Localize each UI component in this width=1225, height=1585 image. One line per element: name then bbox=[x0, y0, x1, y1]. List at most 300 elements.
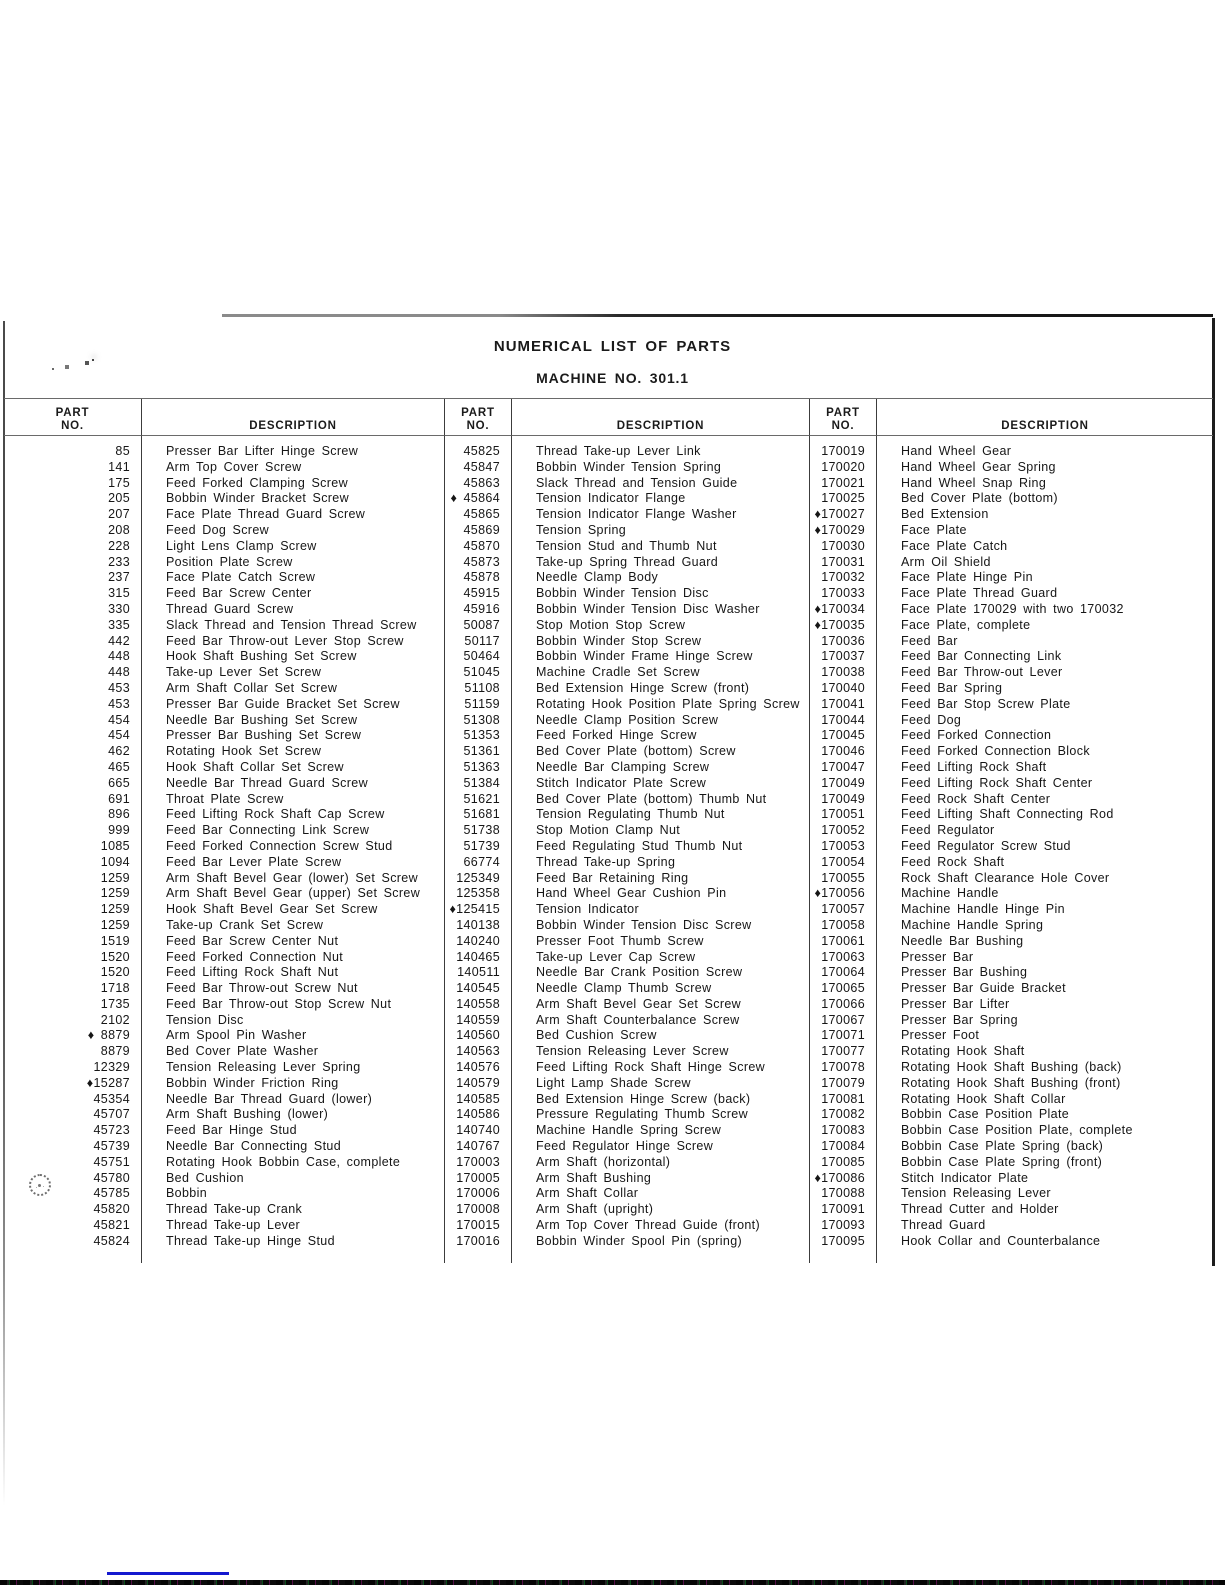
description-cell: Tension Releasing Lever bbox=[901, 1186, 1051, 1201]
description-cell: Arm Shaft Collar bbox=[512, 1186, 810, 1202]
description-cell: Face Plate 170029 with two 170032 bbox=[901, 601, 1124, 616]
description-cell: Feed Regulating Stud Thumb Nut bbox=[512, 839, 810, 855]
part-no-cell: 170077 bbox=[810, 1044, 877, 1060]
description-cell: Feed Bar Stop Screw Plate bbox=[901, 696, 1071, 711]
description-cell: Slack Thread and Tension Thread Screw bbox=[142, 618, 445, 634]
description-cell: Position Plate Screw bbox=[142, 555, 445, 571]
description-cell: Take-up Crank Set Screw bbox=[142, 918, 445, 934]
description-cell: Arm Shaft Bushing bbox=[512, 1171, 810, 1187]
part-no-cell: 170016 bbox=[445, 1234, 512, 1250]
table-row bbox=[4, 539, 1213, 555]
description-cell bbox=[142, 1250, 445, 1263]
part-no-header-line1: PART bbox=[55, 407, 90, 419]
part-no-cell: 1718 bbox=[4, 981, 142, 997]
table-row bbox=[4, 981, 1213, 997]
part-no-cell: 170005 bbox=[445, 1171, 512, 1187]
part-no-cell: 170053 bbox=[810, 839, 877, 855]
description-cell: Feed Bar Connecting Link bbox=[901, 649, 1062, 664]
description-header-label: DESCRIPTION bbox=[249, 419, 337, 432]
part-no-cell: 170037 bbox=[810, 649, 877, 665]
description-cell: Take-up Spring Thread Guard bbox=[512, 555, 810, 571]
part-no-cell: 51159 bbox=[445, 697, 512, 713]
part-no-cell: 462 bbox=[4, 744, 142, 760]
description-cell: Bobbin Winder Tension Disc Washer bbox=[512, 602, 810, 618]
part-no-cell: 140576 bbox=[445, 1060, 512, 1076]
description-cell: Feed Forked Connection Screw Stud bbox=[142, 839, 445, 855]
table-row bbox=[4, 997, 1213, 1013]
part-no-cell: 208 bbox=[4, 523, 142, 539]
part-no-cell: 453 bbox=[4, 681, 142, 697]
part-no-cell: ♦170056 bbox=[810, 886, 877, 902]
table-row bbox=[4, 728, 1213, 744]
part-no-cell: 175 bbox=[4, 476, 142, 492]
part-no-cell: 51045 bbox=[445, 665, 512, 681]
part-no-cell: 233 bbox=[4, 555, 142, 571]
description-cell: Arm Shaft Counterbalance Screw bbox=[512, 1013, 810, 1029]
description-cell: Feed Bar bbox=[901, 633, 958, 648]
part-no-cell: 45739 bbox=[4, 1139, 142, 1155]
description-cell: Bed Cushion bbox=[142, 1171, 445, 1187]
table-row bbox=[4, 1076, 1213, 1092]
description-cell: Feed Dog Screw bbox=[142, 523, 445, 539]
table-row bbox=[4, 965, 1213, 981]
description-cell: Needle Bar Thread Guard (lower) bbox=[142, 1092, 445, 1108]
part-no-header-line2: NO. bbox=[466, 419, 490, 432]
description-cell: Feed Lifting Rock Shaft Center bbox=[901, 775, 1093, 790]
part-no-cell: 170032 bbox=[810, 570, 877, 586]
description-cell: Feed Bar Spring bbox=[901, 680, 1003, 695]
description-cell: Hand Wheel Gear bbox=[901, 444, 1012, 458]
table-row bbox=[4, 776, 1213, 792]
part-no-cell: 140240 bbox=[445, 934, 512, 950]
part-no-cell: 140585 bbox=[445, 1092, 512, 1108]
description-cell: Thread Guard bbox=[901, 1218, 986, 1233]
table-row bbox=[4, 507, 1213, 523]
part-no-cell: 51681 bbox=[445, 807, 512, 823]
description-cell: Feed Bar Connecting Link Screw bbox=[142, 823, 445, 839]
description-cell: Presser Bar Guide Bracket Set Screw bbox=[142, 697, 445, 713]
table-row bbox=[4, 823, 1213, 839]
part-no-cell: 454 bbox=[4, 713, 142, 729]
description-cell: Bobbin Case Position Plate bbox=[901, 1107, 1070, 1122]
description-cell: Tension Regulating Thumb Nut bbox=[512, 807, 810, 823]
part-no-cell: 448 bbox=[4, 649, 142, 665]
description-cell: Needle Bar Connecting Stud bbox=[142, 1139, 445, 1155]
page-title: NUMERICAL LIST OF PARTS bbox=[493, 338, 732, 355]
table-row bbox=[4, 934, 1213, 950]
part-no-cell: 170021 bbox=[810, 476, 877, 492]
table-row bbox=[4, 886, 1213, 902]
description-cell: Hand Wheel Gear Spring bbox=[901, 459, 1056, 474]
part-no-cell: 170049 bbox=[810, 776, 877, 792]
part-no-cell: 51363 bbox=[445, 760, 512, 776]
part-no-cell: 125349 bbox=[445, 871, 512, 887]
description-cell: Needle Bar Bushing bbox=[901, 933, 1024, 948]
description-cell: Hook Shaft Bushing Set Screw bbox=[142, 649, 445, 665]
description-header-label: DESCRIPTION bbox=[616, 419, 705, 432]
description-cell: Needle Bar Crank Position Screw bbox=[512, 965, 810, 981]
description-cell: Machine Handle Spring bbox=[901, 917, 1044, 932]
page-top-rule bbox=[222, 314, 1213, 317]
part-no-cell: 51308 bbox=[445, 713, 512, 729]
description-cell: Feed Forked Hinge Screw bbox=[512, 728, 810, 744]
description-cell: Arm Shaft Bevel Gear (upper) Set Screw bbox=[142, 886, 445, 902]
part-no-cell: 50087 bbox=[445, 618, 512, 634]
part-no-cell: 45824 bbox=[4, 1234, 142, 1250]
table-row bbox=[4, 555, 1213, 571]
description-cell: Face Plate Thread Guard bbox=[901, 586, 1058, 601]
part-no-header-line1: PART bbox=[826, 407, 860, 419]
table-row bbox=[4, 1186, 1213, 1202]
description-cell: Tension Indicator bbox=[512, 902, 810, 918]
part-no-cell: 12329 bbox=[4, 1060, 142, 1076]
part-no-cell: 50117 bbox=[445, 634, 512, 650]
description-cell: Tension Indicator Flange Washer bbox=[512, 507, 810, 523]
table-body bbox=[4, 436, 1213, 1263]
part-no-cell: 1259 bbox=[4, 902, 142, 918]
stamp-mark bbox=[29, 1174, 51, 1196]
part-no-cell: 66774 bbox=[445, 855, 512, 871]
description-cell: Feed Dog bbox=[901, 712, 962, 727]
description-cell: Face Plate bbox=[901, 522, 967, 537]
part-no-cell: 170019 bbox=[810, 444, 877, 460]
part-no-cell: 140563 bbox=[445, 1044, 512, 1060]
description-cell: Bobbin bbox=[142, 1186, 445, 1202]
part-no-cell: 999 bbox=[4, 823, 142, 839]
part-no-cell: 465 bbox=[4, 760, 142, 776]
description-cell: Tension Spring bbox=[512, 523, 810, 539]
description-cell: Bed Cover Plate Washer bbox=[142, 1044, 445, 1060]
description-cell: Rotating Hook Position Plate Spring Screw bbox=[512, 697, 810, 713]
part-no-cell: 170088 bbox=[810, 1186, 877, 1202]
description-cell: Feed Lifting Shaft Connecting Rod bbox=[901, 807, 1114, 822]
description-cell: Presser Foot Thumb Screw bbox=[512, 934, 810, 950]
part-no-cell: 50464 bbox=[445, 649, 512, 665]
description-cell: Light Lens Clamp Screw bbox=[142, 539, 445, 555]
part-no-cell: 1259 bbox=[4, 886, 142, 902]
description-cell: Hook Shaft Bevel Gear Set Screw bbox=[142, 902, 445, 918]
part-no-cell: 170054 bbox=[810, 855, 877, 871]
description-cell bbox=[877, 436, 1213, 444]
description-cell: Feed Regulator bbox=[901, 823, 995, 838]
description-cell: Throat Plate Screw bbox=[142, 792, 445, 808]
part-no-cell: 448 bbox=[4, 665, 142, 681]
description-cell: Presser Bar bbox=[901, 949, 974, 964]
part-no-cell: 665 bbox=[4, 776, 142, 792]
description-cell: Rock Shaft Clearance Hole Cover bbox=[901, 870, 1110, 885]
part-no-cell: 125358 bbox=[445, 886, 512, 902]
table-row bbox=[4, 586, 1213, 602]
description-cell: Feed Bar Retaining Ring bbox=[512, 871, 810, 887]
description-cell: Rotating Hook Shaft Bushing (back) bbox=[901, 1060, 1122, 1075]
description-cell: Arm Shaft Bevel Gear (lower) Set Screw bbox=[142, 871, 445, 887]
table-row bbox=[4, 713, 1213, 729]
description-cell: Bobbin Winder Stop Screw bbox=[512, 634, 810, 650]
description-cell: Face Plate Thread Guard Screw bbox=[142, 507, 445, 523]
part-no-cell: 140586 bbox=[445, 1107, 512, 1123]
scan-edge-strip bbox=[0, 1580, 1225, 1585]
part-no-cell: 170078 bbox=[810, 1060, 877, 1076]
part-no-cell: 45869 bbox=[445, 523, 512, 539]
part-no-cell: 45847 bbox=[445, 460, 512, 476]
description-cell: Thread Cutter and Holder bbox=[901, 1202, 1059, 1217]
description-cell: Feed Bar Screw Center Nut bbox=[142, 934, 445, 950]
description-cell: Slack Thread and Tension Guide bbox=[512, 476, 810, 492]
description-cell: Face Plate Catch Screw bbox=[142, 570, 445, 586]
part-no-cell: ♦15287 bbox=[4, 1076, 142, 1092]
part-no-cell: 51108 bbox=[445, 681, 512, 697]
table-row bbox=[4, 1218, 1213, 1234]
part-no-cell: 170045 bbox=[810, 728, 877, 744]
part-no-cell: 170082 bbox=[810, 1107, 877, 1123]
table-row bbox=[4, 807, 1213, 823]
table-row bbox=[4, 1123, 1213, 1139]
blue-underline bbox=[107, 1572, 229, 1575]
part-no-cell: 1085 bbox=[4, 839, 142, 855]
description-cell: Feed Rock Shaft bbox=[901, 854, 1005, 869]
table-header-row bbox=[4, 399, 1213, 436]
description-cell: Feed Rock Shaft Center bbox=[901, 791, 1051, 806]
description-cell: Bed Extension Hinge Screw (back) bbox=[512, 1092, 810, 1108]
description-cell: Feed Forked Clamping Screw bbox=[142, 476, 445, 492]
description-cell: Presser Bar Bushing bbox=[901, 965, 1028, 980]
description-cell: Stop Motion Stop Screw bbox=[512, 618, 810, 634]
description-header-label: DESCRIPTION bbox=[1001, 419, 1089, 432]
part-no-cell: 170084 bbox=[810, 1139, 877, 1155]
part-no-cell: 228 bbox=[4, 539, 142, 555]
description-cell: Presser Foot bbox=[901, 1028, 980, 1043]
part-no-cell: 51384 bbox=[445, 776, 512, 792]
part-no-cell: 1735 bbox=[4, 997, 142, 1013]
part-no-header-line1: PART bbox=[461, 407, 495, 419]
table-row bbox=[4, 1139, 1213, 1155]
description-cell: Hook Collar and Counterbalance bbox=[901, 1233, 1101, 1248]
description-cell: Arm Top Cover Screw bbox=[142, 460, 445, 476]
part-no-cell: 170057 bbox=[810, 902, 877, 918]
description-cell: Needle Bar Bushing Set Screw bbox=[142, 713, 445, 729]
table-row bbox=[4, 1092, 1213, 1108]
description-cell: Feed Bar Throw-out Stop Screw Nut bbox=[142, 997, 445, 1013]
part-no-cell: 51739 bbox=[445, 839, 512, 855]
part-no-cell: 442 bbox=[4, 634, 142, 650]
description-cell: Tension Releasing Lever Screw bbox=[512, 1044, 810, 1060]
description-cell: Presser Bar Bushing Set Screw bbox=[142, 728, 445, 744]
description-cell: Rotating Hook Bobbin Case, complete bbox=[142, 1155, 445, 1171]
table-row bbox=[4, 444, 1213, 460]
machine-number: MACHINE NO. 301.1 bbox=[536, 370, 689, 386]
description-cell: Bobbin Case Position Plate, complete bbox=[901, 1123, 1133, 1138]
description-cell: Stitch Indicator Plate bbox=[901, 1170, 1029, 1185]
part-no-cell: 170047 bbox=[810, 760, 877, 776]
description-cell: Arm Oil Shield bbox=[901, 554, 991, 569]
part-no-cell: 170003 bbox=[445, 1155, 512, 1171]
part-no-cell: ♦170035 bbox=[810, 618, 877, 634]
part-no-cell: 45863 bbox=[445, 476, 512, 492]
part-no-cell: 140545 bbox=[445, 981, 512, 997]
table-row bbox=[4, 634, 1213, 650]
part-no-cell: 45821 bbox=[4, 1218, 142, 1234]
description-cell bbox=[512, 1250, 810, 1263]
part-no-cell: 45916 bbox=[445, 602, 512, 618]
table-row bbox=[4, 760, 1213, 776]
description-cell: Presser Bar Spring bbox=[901, 1012, 1018, 1027]
description-cell: Machine Handle Spring Screw bbox=[512, 1123, 810, 1139]
part-no-cell: ♦170086 bbox=[810, 1171, 877, 1187]
description-cell: Feed Lifting Rock Shaft bbox=[901, 759, 1047, 774]
description-cell: Tension Releasing Lever Spring bbox=[142, 1060, 445, 1076]
part-no-cell: 170008 bbox=[445, 1202, 512, 1218]
part-no-cell: 170091 bbox=[810, 1202, 877, 1218]
part-no-cell: 170044 bbox=[810, 713, 877, 729]
description-cell: Rotating Hook Shaft bbox=[901, 1044, 1025, 1059]
description-cell: Feed Bar Screw Center bbox=[142, 586, 445, 602]
part-no-cell: 170025 bbox=[810, 491, 877, 507]
description-cell: Machine Cradle Set Screw bbox=[512, 665, 810, 681]
part-no-cell: 170067 bbox=[810, 1013, 877, 1029]
table-row bbox=[4, 1234, 1213, 1250]
description-cell: Feed Bar Throw-out Screw Nut bbox=[142, 981, 445, 997]
part-no-cell: 453 bbox=[4, 697, 142, 713]
part-no-cell: 170036 bbox=[810, 634, 877, 650]
description-cell: Bobbin Case Plate Spring (back) bbox=[901, 1139, 1104, 1154]
table-row bbox=[4, 491, 1213, 507]
description-cell: Feed Bar Hinge Stud bbox=[142, 1123, 445, 1139]
description-cell: Feed Lifting Rock Shaft Nut bbox=[142, 965, 445, 981]
table-row bbox=[4, 1060, 1213, 1076]
part-no-cell: 170083 bbox=[810, 1123, 877, 1139]
part-no-cell: ♦ 8879 bbox=[4, 1028, 142, 1044]
part-no-header bbox=[4, 399, 142, 436]
part-no-cell: 1520 bbox=[4, 950, 142, 966]
part-no-cell: 170038 bbox=[810, 665, 877, 681]
description-cell: Feed Forked Connection Block bbox=[901, 744, 1090, 759]
description-cell: Feed Forked Connection Nut bbox=[142, 950, 445, 966]
part-no-cell: 170031 bbox=[810, 555, 877, 571]
description-cell: Bed Cover Plate (bottom) bbox=[901, 491, 1058, 506]
part-no-cell: 170061 bbox=[810, 934, 877, 950]
description-cell bbox=[512, 436, 810, 444]
table-row bbox=[4, 523, 1213, 539]
part-no-cell bbox=[445, 436, 512, 444]
description-cell: Arm Shaft (horizontal) bbox=[512, 1155, 810, 1171]
part-no-cell: 1094 bbox=[4, 855, 142, 871]
description-header bbox=[512, 399, 810, 436]
part-no-cell: 170079 bbox=[810, 1076, 877, 1092]
description-cell: Thread Take-up Hinge Stud bbox=[142, 1234, 445, 1250]
part-no-cell: 170041 bbox=[810, 697, 877, 713]
part-no-cell: 45707 bbox=[4, 1107, 142, 1123]
description-cell: Bed Extension Hinge Screw (front) bbox=[512, 681, 810, 697]
description-cell: Rotating Hook Shaft Collar bbox=[901, 1091, 1066, 1106]
part-no-cell: 170051 bbox=[810, 807, 877, 823]
description-cell: Arm Shaft Bevel Gear Set Screw bbox=[512, 997, 810, 1013]
table-row bbox=[4, 839, 1213, 855]
description-cell: Thread Take-up Lever Link bbox=[512, 444, 810, 460]
description-cell: Light Lamp Shade Screw bbox=[512, 1076, 810, 1092]
part-no-cell: 170030 bbox=[810, 539, 877, 555]
table-row bbox=[4, 602, 1213, 618]
part-no-cell: 45354 bbox=[4, 1092, 142, 1108]
description-cell: Stitch Indicator Plate Screw bbox=[512, 776, 810, 792]
part-no-cell: 140767 bbox=[445, 1139, 512, 1155]
part-no-cell: 45870 bbox=[445, 539, 512, 555]
table-row bbox=[4, 792, 1213, 808]
part-no-cell: 140138 bbox=[445, 918, 512, 934]
table-row bbox=[4, 649, 1213, 665]
description-cell bbox=[142, 436, 445, 444]
part-no-cell: 170064 bbox=[810, 965, 877, 981]
part-no-cell: 1520 bbox=[4, 965, 142, 981]
part-no-cell: 330 bbox=[4, 602, 142, 618]
description-cell: Tension Stud and Thumb Nut bbox=[512, 539, 810, 555]
description-cell: Bobbin Winder Tension Disc bbox=[512, 586, 810, 602]
part-no-cell: 140511 bbox=[445, 965, 512, 981]
table-row bbox=[4, 697, 1213, 713]
part-no-cell: 140465 bbox=[445, 950, 512, 966]
part-no-cell: 140740 bbox=[445, 1123, 512, 1139]
part-no-cell: 45780 bbox=[4, 1171, 142, 1187]
part-no-cell bbox=[4, 436, 142, 444]
description-cell: Feed Forked Connection bbox=[901, 728, 1052, 743]
description-cell: Pressure Regulating Thumb Screw bbox=[512, 1107, 810, 1123]
part-no-cell: ♦125415 bbox=[445, 902, 512, 918]
part-no-cell: 170063 bbox=[810, 950, 877, 966]
table-row bbox=[4, 460, 1213, 476]
part-no-cell: 170065 bbox=[810, 981, 877, 997]
description-cell: Tension Indicator Flange bbox=[512, 491, 810, 507]
part-no-cell: 170020 bbox=[810, 460, 877, 476]
description-cell: Bobbin Winder Spool Pin (spring) bbox=[512, 1234, 810, 1250]
table-row bbox=[4, 1028, 1213, 1044]
description-cell: Stop Motion Clamp Nut bbox=[512, 823, 810, 839]
part-no-cell: 45751 bbox=[4, 1155, 142, 1171]
part-no-cell: 170058 bbox=[810, 918, 877, 934]
description-cell: Arm Shaft Bushing (lower) bbox=[142, 1107, 445, 1123]
part-no-cell: 691 bbox=[4, 792, 142, 808]
description-cell: Feed Bar Lever Plate Screw bbox=[142, 855, 445, 871]
description-cell: Bobbin Winder Tension Spring bbox=[512, 460, 810, 476]
part-no-cell: 454 bbox=[4, 728, 142, 744]
part-no-cell: 170040 bbox=[810, 681, 877, 697]
description-cell: Bed Extension bbox=[901, 507, 989, 522]
table-row bbox=[4, 1171, 1213, 1187]
part-no-cell: ♦170034 bbox=[810, 602, 877, 618]
part-no-cell: 335 bbox=[4, 618, 142, 634]
description-cell: Bobbin Winder Frame Hinge Screw bbox=[512, 649, 810, 665]
description-cell: Hook Shaft Collar Set Screw bbox=[142, 760, 445, 776]
description-cell: Bed Cover Plate (bottom) Thumb Nut bbox=[512, 792, 810, 808]
description-cell: Arm Shaft Collar Set Screw bbox=[142, 681, 445, 697]
description-cell: Hand Wheel Snap Ring bbox=[901, 475, 1047, 490]
part-no-cell: 1259 bbox=[4, 918, 142, 934]
description-cell: Needle Clamp Body bbox=[512, 570, 810, 586]
description-cell: Feed Lifting Rock Shaft Cap Screw bbox=[142, 807, 445, 823]
description-cell: Feed Lifting Rock Shaft Hinge Screw bbox=[512, 1060, 810, 1076]
description-cell: Arm Spool Pin Washer bbox=[142, 1028, 445, 1044]
part-no-cell: 170033 bbox=[810, 586, 877, 602]
part-no-header-line2: NO. bbox=[61, 419, 84, 432]
description-cell bbox=[877, 1250, 1213, 1263]
description-cell: Rotating Hook Shaft Bushing (front) bbox=[901, 1075, 1121, 1090]
part-no-cell: 45723 bbox=[4, 1123, 142, 1139]
part-no-cell: 1519 bbox=[4, 934, 142, 950]
description-cell: Thread Guard Screw bbox=[142, 602, 445, 618]
table-row bbox=[4, 681, 1213, 697]
part-no-cell: 45785 bbox=[4, 1186, 142, 1202]
description-cell: Arm Shaft (upright) bbox=[512, 1202, 810, 1218]
description-cell: Thread Take-up Crank bbox=[142, 1202, 445, 1218]
table-row bbox=[4, 902, 1213, 918]
